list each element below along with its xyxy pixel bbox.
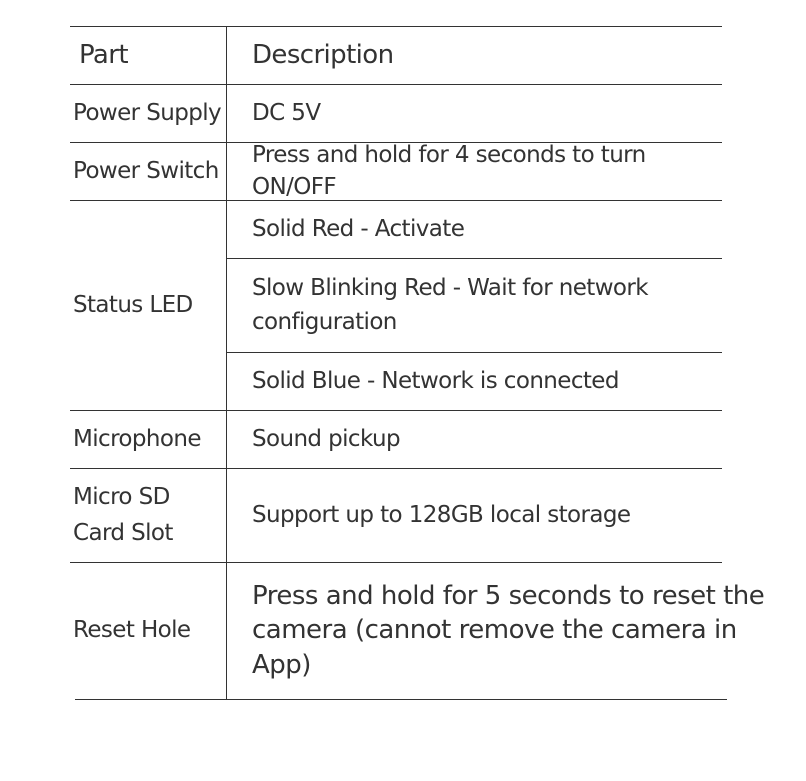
part-microphone: Microphone [73,425,201,452]
part-reset-hole: Reset Hole [73,617,191,644]
description-micro-sd-card-slot: Support up to 128GB local storage [252,501,631,528]
rule-top [70,26,722,27]
description-status-led-solid-red: Solid Red - Activate [252,215,465,242]
part-power-supply: Power Supply [73,99,222,126]
description-reset-hole: Press and hold for 5 seconds to reset the camera (cannot remove the camera in App) [252,581,765,680]
description-microphone: Sound pickup [252,425,400,452]
part-status-led: Status LED [73,291,193,318]
description-power-switch: Press and hold for 4 seconds to turn ON/OFF [252,141,646,200]
part-micro-sd-card-slot: Micro SD Card Slot [73,484,173,546]
column-divider [226,26,227,699]
header-part: Part [79,39,128,70]
header-description: Description [252,39,394,70]
description-power-supply: DC 5V [252,99,321,126]
part-power-switch: Power Switch [73,157,219,184]
description-status-led-slow-blinking-red: Slow Blinking Red - Wait for network configuration [252,275,648,335]
description-status-led-solid-blue: Solid Blue - Network is connected [252,367,619,394]
rule-bottom [75,699,727,700]
